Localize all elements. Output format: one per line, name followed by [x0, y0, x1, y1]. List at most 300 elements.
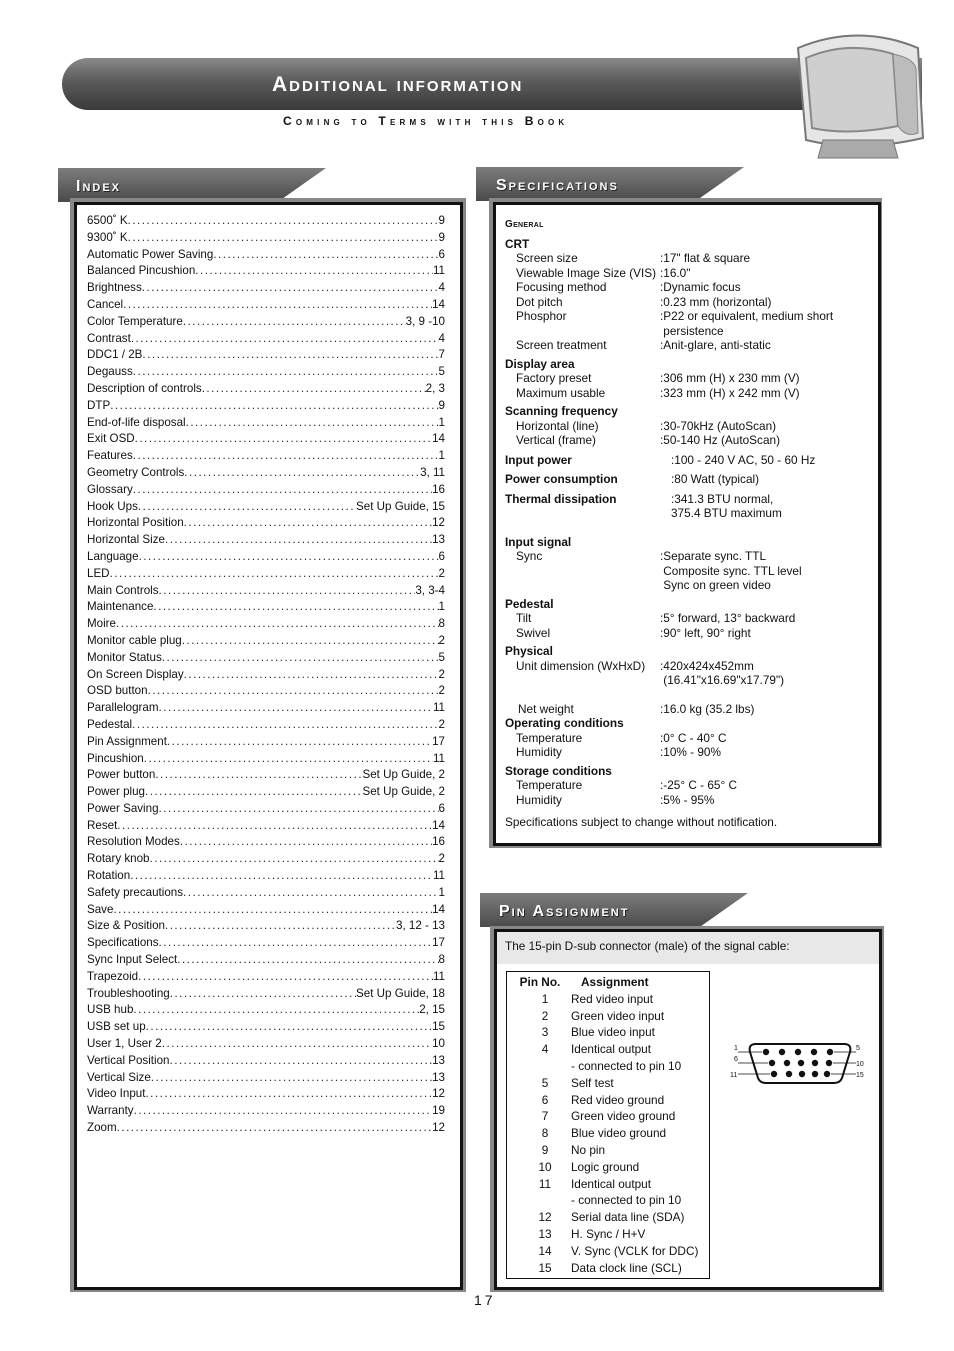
index-page: 12 [432, 516, 445, 530]
index-leader-dots [155, 767, 362, 784]
index-leader-dots [159, 700, 433, 717]
power-consumption-row [505, 472, 870, 487]
spec-row [505, 338, 870, 353]
pin-intro: The 15-pin D-sub connector (male) of the signal cable: [505, 939, 790, 953]
index-leader-dots [128, 230, 439, 247]
index-page: 9 [438, 230, 445, 244]
index-entry [87, 700, 445, 717]
index-entry [87, 448, 445, 465]
index-term: Balanced Pincushion [87, 264, 196, 278]
spec-value: :420x424x452mm [660, 658, 754, 673]
spec-row [505, 793, 870, 808]
spec-value: :306 mm (H) x 230 mm (V) [660, 371, 800, 385]
index-leader-dots [133, 1002, 419, 1019]
spec-row [505, 659, 870, 674]
pin-assignment-text: Self test [571, 1075, 614, 1090]
index-term: Maintenance [87, 600, 154, 614]
spec-value: :5° forward, 13° backward [660, 611, 796, 625]
index-term: Resolution Modes [87, 835, 180, 849]
spec-value: :90° left, 90° right [660, 625, 751, 640]
index-term: Save [87, 902, 114, 916]
input-power-row [505, 453, 870, 468]
spec-value: :17" flat & square [660, 251, 751, 265]
index-entry [87, 331, 445, 348]
index-entry [87, 314, 445, 331]
spec-value: Composite sync. TTL level [660, 563, 802, 578]
index-term: Vertical Position [87, 1053, 170, 1067]
pin-assignment-text: Green video ground [571, 1109, 676, 1124]
index-entry [87, 1053, 445, 1070]
index-term: Troubleshooting [87, 986, 170, 1000]
index-page: 2 [438, 566, 445, 580]
spec-value: :Anit-glare, anti-static [660, 338, 771, 352]
spec-value: Sync on green video [660, 578, 771, 592]
spec-row [505, 626, 870, 641]
spec-row [505, 611, 870, 626]
spec-label [505, 324, 660, 339]
connector-label-1: 1 [734, 1045, 738, 1052]
index-leader-dots [116, 616, 439, 633]
index-leader-dots [170, 986, 356, 1003]
index-leader-dots [186, 415, 439, 432]
pin-number: 13 [538, 1226, 552, 1241]
index-term: Geometry Controls [87, 465, 185, 479]
pin-assignment-text: V. Sync (VCLK for DDC) [571, 1243, 699, 1258]
spec-label: Tilt [516, 611, 532, 625]
index-entry [87, 986, 445, 1003]
index-entry [87, 1070, 445, 1087]
index-page: 7 [438, 348, 445, 362]
index-leader-dots [117, 818, 432, 835]
index-term: Reset [87, 818, 118, 832]
index-page: 15 [432, 1020, 445, 1034]
pin-number: 2 [541, 1008, 549, 1023]
index-page: 1 [438, 449, 445, 463]
scanning-rows [505, 419, 870, 448]
dsub-connector-icon [730, 1040, 870, 1086]
index-page: 3, 11 [420, 465, 445, 479]
pin-number: 8 [541, 1126, 549, 1141]
index-term: DDC1 / 2B [87, 348, 143, 362]
index-leader-dots [145, 784, 362, 801]
pin-assignment-text: Logic ground [571, 1159, 640, 1174]
spec-row [505, 266, 870, 281]
index-leader-dots [133, 364, 439, 381]
index-leader-dots [153, 599, 438, 616]
thermal-value: :341.3 BTU normal, [671, 491, 774, 506]
index-page: 11 [432, 751, 445, 765]
index-term: DTP [87, 398, 111, 412]
index-page: 11 [432, 869, 445, 883]
pin-assignment-text: Serial data line (SDA) [571, 1210, 685, 1225]
index-entry [87, 616, 445, 633]
spec-label: Dot pitch [516, 294, 563, 309]
pin-assignment-text: Red video input [571, 991, 653, 1006]
net-weight-value: :16.0 kg (35.2 lbs) [660, 701, 755, 716]
assignment-col-header: Assignment [581, 975, 649, 989]
index-leader-dots [184, 465, 420, 482]
index-entry [87, 918, 445, 935]
spec-row [505, 433, 870, 448]
spec-row [505, 251, 870, 266]
spec-label: Sync [516, 549, 543, 563]
index-page: Set Up Guide, 18 [356, 986, 445, 1000]
pin-number: 12 [538, 1210, 552, 1225]
pin-row [507, 1008, 709, 1025]
spec-label [505, 564, 660, 579]
index-entry [87, 1120, 445, 1137]
index-leader-dots [133, 448, 439, 465]
pin-row [507, 1024, 709, 1041]
index-entry [87, 515, 445, 532]
index-entry [87, 868, 445, 885]
index-leader-dots [145, 1086, 432, 1103]
index-term: Cancel [87, 297, 124, 311]
index-entry [87, 784, 445, 801]
spec-row [505, 280, 870, 295]
spec-label: Humidity [516, 745, 562, 759]
index-entry [87, 667, 445, 684]
pin-row [507, 1058, 709, 1075]
index-entry [87, 465, 445, 482]
connector-label-15: 15 [856, 1072, 864, 1079]
pin-assignment-text: Green video input [571, 1008, 665, 1023]
pin-assignment-text: Blue video ground [571, 1126, 667, 1141]
index-term: Specifications [87, 936, 159, 950]
pin-number: 4 [541, 1042, 549, 1057]
pin-number: 6 [541, 1092, 549, 1107]
spec-row [505, 564, 870, 579]
spec-label: Screen treatment [516, 338, 607, 352]
pin-row [507, 1192, 709, 1209]
index-entry [87, 247, 445, 264]
index-leader-dots [167, 734, 432, 751]
index-entry [87, 398, 445, 415]
index-leader-dots [165, 532, 432, 549]
index-page: 2 [438, 717, 445, 731]
net-weight-row [505, 702, 870, 717]
index-page: 3, 3-4 [415, 583, 445, 597]
index-term: Vertical Size [87, 1070, 151, 1084]
thermal-value-2: 375.4 BTU maximum [671, 506, 782, 520]
spec-label: Viewable Image Size (VIS) [516, 265, 657, 280]
pin-number: 10 [538, 1159, 552, 1174]
index-term: Color Temperature [87, 314, 183, 328]
index-term: LED [87, 566, 110, 580]
pin-row [507, 1125, 709, 1142]
display-area-rows [505, 371, 870, 400]
index-entry [87, 347, 445, 364]
index-term: Power button [87, 768, 156, 782]
input-signal-heading: Input signal [505, 534, 572, 549]
spec-row [505, 419, 870, 434]
pin-number: 9 [541, 1142, 549, 1157]
index-entry [87, 482, 445, 499]
index-leader-dots [110, 566, 439, 583]
pin-row [507, 1108, 709, 1125]
index-term: Warranty [87, 1104, 134, 1118]
index-page: 2, 3 [425, 381, 445, 395]
index-leader-dots [148, 683, 439, 700]
spec-label: Vertical (frame) [516, 433, 596, 447]
index-leader-dots [133, 482, 432, 499]
index-entry [87, 381, 445, 398]
specs-content [505, 218, 870, 830]
operating-rows [505, 731, 870, 760]
index-entry [87, 599, 445, 616]
index-page: 1 [438, 415, 445, 429]
index-entry [87, 213, 445, 230]
index-page: 17 [432, 734, 445, 748]
index-entry [87, 1086, 445, 1103]
index-leader-dots [138, 499, 356, 516]
index-page: 17 [432, 936, 445, 950]
index-entry [87, 1002, 445, 1019]
index-leader-dots [150, 851, 439, 868]
storage-heading: Storage conditions [505, 763, 612, 778]
index-leader-dots [213, 247, 438, 264]
index-leader-dots [128, 213, 439, 230]
pin-row [507, 1075, 709, 1092]
spec-value: :P22 or equivalent, medium short [660, 309, 834, 323]
index-term: USB hub [87, 1003, 134, 1017]
pin-heading: Pin Assignment [499, 903, 630, 920]
index-entry [87, 364, 445, 381]
index-page: 6 [438, 801, 445, 815]
index-leader-dots [170, 1053, 433, 1070]
index-page: 1 [438, 600, 445, 614]
index-heading: Index [76, 178, 122, 195]
spec-value: :Dynamic focus [660, 280, 741, 294]
index-term: Pin Assignment [87, 734, 167, 748]
index-page: 6 [438, 247, 445, 261]
power-consumption-label: Power consumption [505, 472, 618, 486]
index-page: 16 [432, 482, 445, 496]
storage-rows [505, 778, 870, 807]
index-entry [87, 650, 445, 667]
index-page: Set Up Guide, 2 [362, 785, 445, 799]
spec-row [505, 673, 870, 688]
index-leader-dots [113, 902, 432, 919]
spec-value: (16.41"x16.69"x17.79") [660, 673, 785, 687]
display-area-heading: Display area [505, 356, 575, 371]
index-page: 4 [438, 281, 445, 295]
index-leader-dots [183, 314, 406, 331]
index-entry [87, 1019, 445, 1036]
index-page: 5 [438, 365, 445, 379]
pin-number: 7 [541, 1109, 549, 1124]
spec-row [505, 295, 870, 310]
physical-heading: Physical [505, 644, 553, 658]
index-entry [87, 549, 445, 566]
index-term: Automatic Power Saving [87, 247, 214, 261]
spec-value: persistence [660, 323, 724, 338]
index-leader-dots [184, 667, 439, 684]
pin-assignment-text: Red video ground [571, 1092, 665, 1107]
connector-label-5: 5 [856, 1045, 860, 1052]
pin-number: 15 [538, 1260, 552, 1275]
index-term: Exit OSD [87, 432, 135, 446]
connector-label-10: 10 [856, 1061, 864, 1068]
specs-heading: Specifications [496, 177, 619, 194]
index-entry [87, 1036, 445, 1053]
pin-assignment-text: Data clock line (SCL) [571, 1260, 682, 1275]
pin-row [507, 1209, 709, 1226]
pin-assignment-text: H. Sync / H+V [571, 1226, 646, 1241]
index-leader-dots [183, 885, 439, 902]
spec-label: Maximum usable [516, 385, 606, 400]
spec-label: Horizontal (line) [516, 418, 599, 433]
index-leader-dots [182, 633, 439, 650]
index-term: Glossary [87, 482, 133, 496]
spec-row [505, 324, 870, 339]
spec-row [505, 731, 870, 746]
index-page: Set Up Guide, 15 [356, 499, 445, 513]
input-power-value: :100 - 240 V AC, 50 - 60 Hz [671, 452, 816, 467]
spec-label [505, 673, 660, 688]
index-leader-dots [123, 297, 432, 314]
spec-row [505, 309, 870, 324]
index-page: 12 [432, 1121, 445, 1135]
pin-table-header [507, 974, 709, 991]
index-page: 3, 9 -10 [405, 314, 445, 328]
index-page: 2, 15 [419, 1003, 445, 1017]
pin-number [507, 1058, 565, 1075]
index-term: Monitor cable plug [87, 633, 182, 647]
pedestal-rows [505, 611, 870, 640]
input-power-label: Input power [505, 452, 572, 467]
index-term: Power Saving [87, 801, 159, 815]
index-leader-dots [202, 381, 426, 398]
index-page: 10 [432, 1037, 445, 1051]
index-page: 8 [438, 617, 445, 631]
index-leader-dots [195, 263, 433, 280]
spec-label: Focusing method [516, 280, 607, 294]
index-leader-dots [146, 1019, 432, 1036]
spec-value: :10% - 90% [660, 745, 721, 759]
connector-label-11: 11 [730, 1072, 738, 1079]
connector-label-6: 6 [734, 1056, 738, 1063]
pin-row [507, 991, 709, 1008]
power-consumption-value: :80 Watt (typical) [671, 472, 760, 486]
general-label: General [505, 219, 544, 230]
index-term: Zoom [87, 1121, 117, 1135]
index-term: 9300˚ K [87, 230, 128, 244]
pin-number: 1 [541, 991, 549, 1006]
pin-number: 5 [541, 1075, 549, 1090]
index-leader-dots [132, 717, 438, 734]
thermal-row-2 [505, 506, 870, 521]
index-page: 3, 12 - 13 [396, 919, 445, 933]
monitor-icon [788, 28, 928, 168]
index-leader-dots [159, 935, 433, 952]
spec-row [505, 745, 870, 760]
index-entry [87, 415, 445, 432]
index-entry [87, 767, 445, 784]
index-term: Pedestal [87, 717, 133, 731]
index-term: Features [87, 449, 133, 463]
index-leader-dots [159, 583, 416, 600]
index-term: Pincushion [87, 751, 144, 765]
index-entry [87, 499, 445, 516]
spec-label: Humidity [516, 792, 562, 807]
index-term: End-of-life disposal [87, 415, 186, 429]
spec-label: Factory preset [516, 371, 592, 385]
pin-number [507, 1192, 565, 1209]
index-entry [87, 834, 445, 851]
index-term: USB set up [87, 1020, 146, 1034]
pin-row [507, 1226, 709, 1243]
spec-label: Temperature [516, 778, 583, 792]
index-leader-dots [110, 398, 438, 415]
index-entry [87, 280, 445, 297]
index-term: Power plug [87, 785, 146, 799]
spec-value: :5% - 95% [660, 792, 715, 807]
spec-value: :323 mm (H) x 242 mm (V) [660, 385, 800, 400]
index-term: Brightness [87, 281, 142, 295]
pin-assignment-text: Identical output [571, 1042, 652, 1057]
index-page: 2 [438, 667, 445, 681]
spec-label [505, 578, 660, 593]
index-entry [87, 297, 445, 314]
index-page: 12 [432, 1087, 445, 1101]
index-term: Horizontal Size [87, 533, 165, 547]
index-leader-dots [144, 751, 433, 768]
page-subtitle: Coming to Terms with this Book [283, 114, 569, 128]
pedestal-heading: Pedestal [505, 596, 554, 611]
pin-rows [507, 991, 709, 1277]
spec-label: Screen size [516, 251, 578, 265]
pin-assignment-text: - connected to pin 10 [571, 1058, 682, 1073]
index-page: 13 [432, 1053, 445, 1067]
index-page: 2 [438, 633, 445, 647]
pin-row [507, 1176, 709, 1193]
index-term: Horizontal Position [87, 516, 184, 530]
index-entry [87, 818, 445, 835]
index-leader-dots [159, 801, 439, 818]
pin-table [506, 971, 710, 1279]
pin-col-header: Pin No. [519, 975, 561, 989]
thermal-row [505, 492, 870, 507]
index-term: On Screen Display [87, 667, 184, 681]
spec-row [505, 778, 870, 793]
specs-note: Specifications subject to change without notification. [505, 815, 778, 829]
index-entry [87, 801, 445, 818]
index-entry [87, 751, 445, 768]
input-signal-rows [505, 549, 870, 593]
spec-row [505, 549, 870, 564]
index-leader-dots [165, 918, 396, 935]
index-entry [87, 583, 445, 600]
index-leader-dots [135, 431, 432, 448]
spec-value: :50-140 Hz (AutoScan) [660, 433, 780, 447]
index-page: 14 [432, 818, 445, 832]
index-entry [87, 532, 445, 549]
page-number: 17 [474, 1292, 496, 1308]
spec-label: Phosphor [516, 309, 567, 323]
index-entry [87, 969, 445, 986]
index-entry [87, 734, 445, 751]
index-entry [87, 717, 445, 734]
index-term: Rotation [87, 869, 131, 883]
index-entry [87, 952, 445, 969]
crt-rows [505, 251, 870, 353]
spec-value: :0° C - 40° C [660, 730, 727, 745]
index-entry [87, 885, 445, 902]
index-leader-dots [162, 1036, 432, 1053]
index-leader-dots [162, 650, 439, 667]
operating-heading: Operating conditions [505, 716, 624, 730]
